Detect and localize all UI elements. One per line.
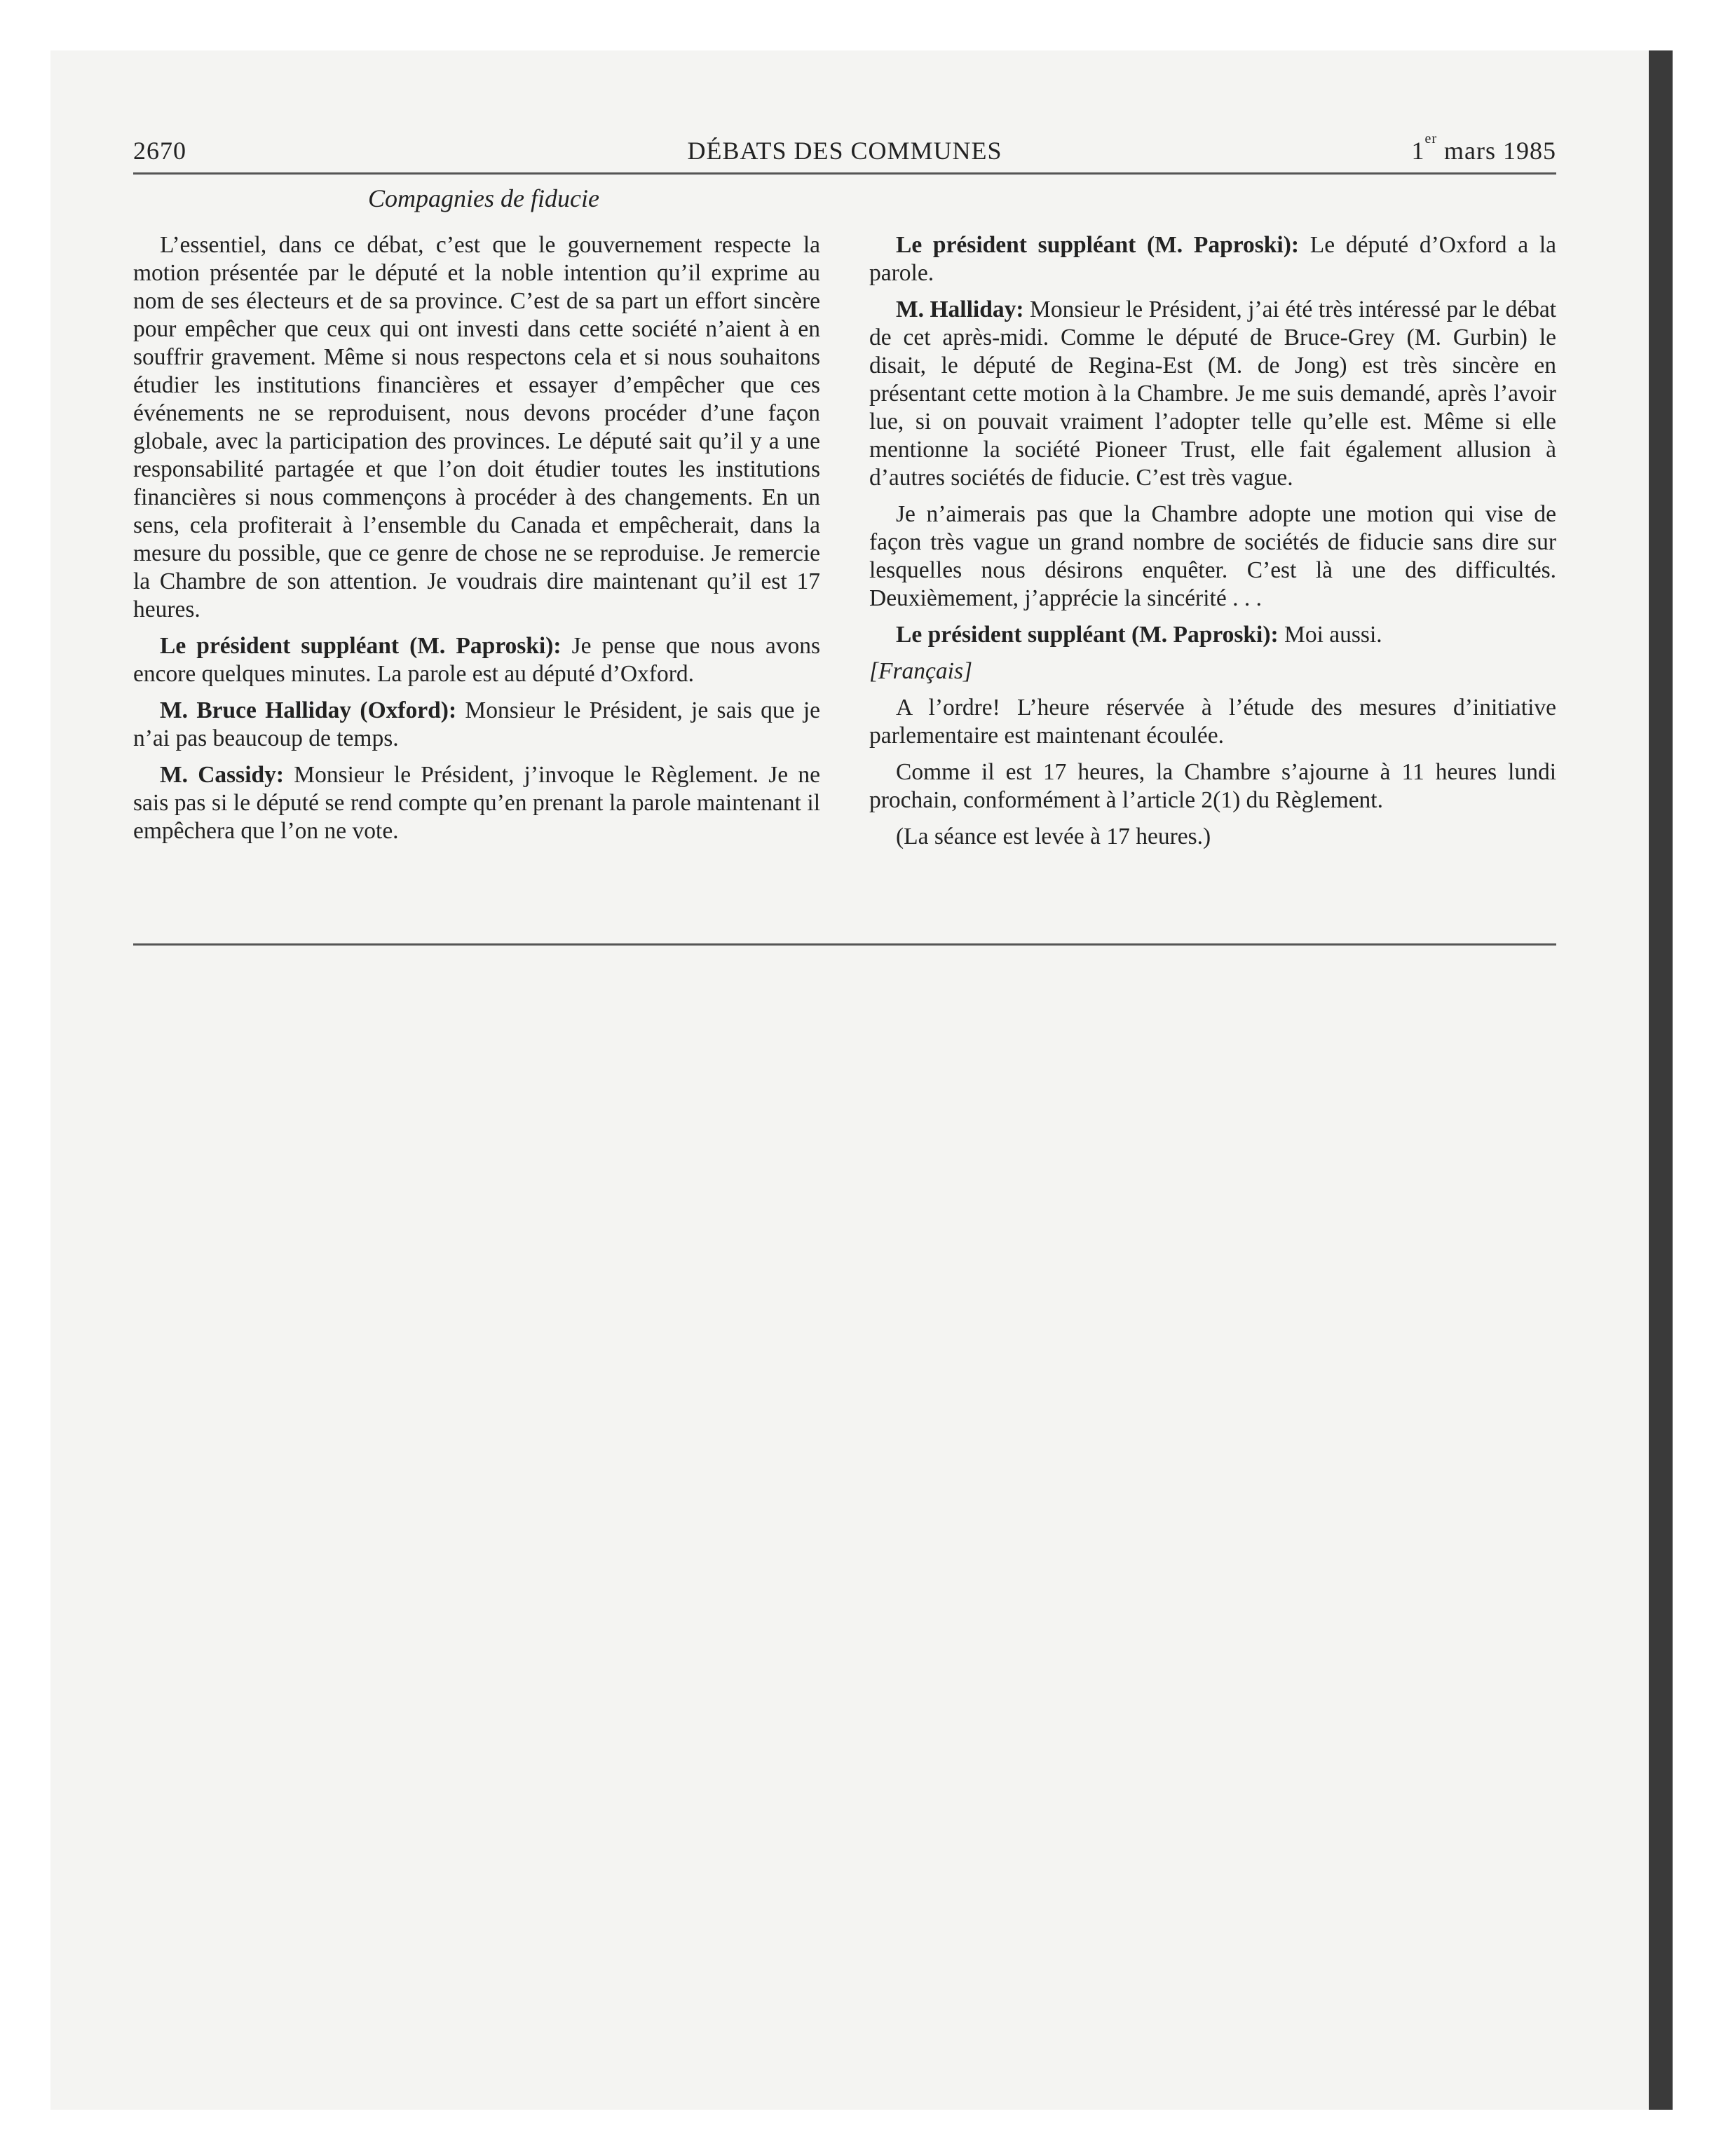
speech-text: Je pense que nous avons encore quelques minutes. La parole est au député d’Oxford. xyxy=(133,633,820,687)
date-ordinal: er xyxy=(1424,131,1438,146)
paragraph xyxy=(869,231,1556,287)
publication-title: DÉBATS DES COMMUNES xyxy=(687,137,1002,165)
section-subject: Compagnies de fiducie xyxy=(368,184,599,212)
speech-text: Monsieur le Président, j’invoque le Règlement. Je ne sais pas si le député se rend compte qu’en prenant la parole maintenant il empêchera que l’on ne vote. xyxy=(133,762,820,844)
speaker-name: Le président suppléant (M. Paproski): xyxy=(896,622,1279,648)
left-column xyxy=(133,231,820,854)
paragraph: (La séance est levée à 17 heures.) xyxy=(896,824,1211,850)
speech-text: Monsieur le Président, j’ai été très intéressé par le débat de cet après-midi. Comme le député de Bruce-Grey (M. Gurbin) le disait, le député de Regina-Est (M. de Jong) est très sincère en présentant cette motion à la Chambre. Je me suis demandé, après l’avoir lue, si on pouvait vraiment l’adopter telle qu’elle est. Même si elle mentionne la société Pioneer Trust, elle fait également allusion à d’autres sociétés de fiducie. C’est très vague. xyxy=(869,296,1557,491)
paragraph xyxy=(869,296,1556,492)
paragraph xyxy=(133,697,820,753)
speaker-name: Le président suppléant (M. Paproski): xyxy=(160,633,562,659)
right-column xyxy=(869,231,1556,859)
end-rule xyxy=(133,943,1556,946)
scan-edge-bar xyxy=(1649,50,1673,2110)
speaker-name: M. Cassidy: xyxy=(160,762,285,788)
paragraph: L’essentiel, dans ce débat, c’est que le gouvernement respecte la motion présentée par le député et la noble intention qu’il exprime au nom de ses électeurs et de sa province. C’est de sa part un effort sincère pour empêcher que ceux qui ont investi dans cette société n’aient à en souffrir gravement. Même si nous respectons cela et si nous souhaitons étudier les institutions financières et essayer d’empêcher que ces événements ne se reproduisent, nous devons procéder d’une façon globale, avec la participation des provinces. Le député sait qu’il y a une responsabilité partagée et que l’on doit étudier toutes les institutions financières si nous commençons à procéder à des changements. En un sens, cela profiterait à l’ensemble du Canada et empêcherait, dans la mesure du possible, que ce genre de chose ne se reproduise. Je remercie la Chambre de son attention. Je voudrais dire maintenant qu’il est 17 heures. xyxy=(133,232,820,622)
page-date xyxy=(1411,131,1556,165)
paragraph: A l’ordre! L’heure réservée à l’étude des mesures d’initiative parlementaire est maintenant écoulée. xyxy=(869,695,1556,749)
paragraph xyxy=(133,632,820,688)
speech-text: Monsieur le Président, je sais que je n’ai pas beaucoup de temps. xyxy=(133,697,821,751)
page-number: 2670 xyxy=(133,137,186,165)
language-tag: [Français] xyxy=(869,658,973,684)
speech-text: Moi aussi. xyxy=(1278,622,1382,648)
paragraph xyxy=(133,761,820,845)
speaker-name: M. Bruce Halliday (Oxford): xyxy=(160,697,457,723)
page-header xyxy=(133,133,1556,175)
date-day: 1 xyxy=(1411,137,1425,165)
paragraph: Comme il est 17 heures, la Chambre s’ajourne à 11 heures lundi prochain, conformément à l’article 2(1) du Règlement. xyxy=(869,759,1556,813)
speech-text: Le député d’Oxford a la parole. xyxy=(869,232,1556,286)
speaker-name: Le président suppléant (M. Paproski): xyxy=(896,232,1300,258)
speaker-name: M. Halliday: xyxy=(896,296,1024,322)
paragraph xyxy=(869,621,1556,649)
paragraph: Je n’aimerais pas que la Chambre adopte une motion qui vise de façon très vague un grand nombre de sociétés de fiducie sans dire sur lesquelles nous désirons enquêter. C’est là une des difficultés. Deuxièmement, j’apprécie la sincérité . . . xyxy=(869,501,1556,611)
date-month-year: mars 1985 xyxy=(1444,137,1556,165)
